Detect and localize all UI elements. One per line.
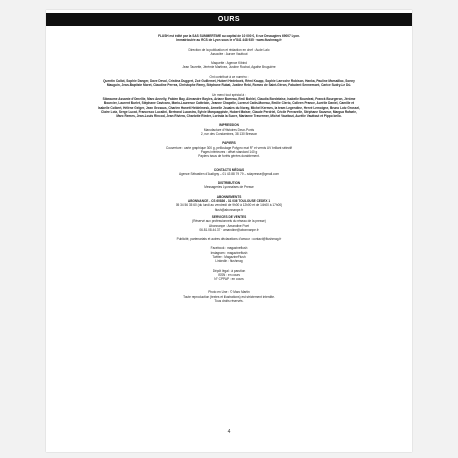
title-bar — [46, 13, 412, 26]
social-instagram: Instagram : magazineflush — [210, 250, 248, 255]
publicite-line: Publicité, partenariats et autres déclarations d'amour : contact@flushmag.fr — [176, 237, 282, 242]
abonnements-heading: ABONNEMENTS — [216, 194, 242, 199]
page-title: OURS — [217, 16, 241, 23]
abonnements-line-2: 05 34 56 35 60 (du lundi au vendredi de 9h00 à 12h00 et de 14h00 à 17h00) — [175, 203, 283, 208]
thanks-heading: Un merci tout spécial à : — [212, 92, 246, 97]
distribution-line-1: Messageries Lyonnaises de Presse — [204, 185, 254, 190]
abonnements-line-1: ABONNANCE - CS 60836 - 31 036 TOULOUSE CEDEX 1 — [187, 199, 271, 204]
impression-line-2: 2, rue des Condamines, 38 130 Bresson — [200, 132, 258, 137]
contacts-line-1: Agence Sébastien d'Audigny – 01 43 88 79 79 – sdapresse@gmail.com — [179, 171, 279, 176]
ventes-line-1: (Réservé aux professionnels du réseau de la presse) — [192, 219, 266, 224]
contributors-heading: Ont contribué à ce numéro : — [209, 74, 249, 79]
ventes-heading: SERVICES DE VENTES — [211, 214, 247, 219]
direction-line-1: Direction de la publication et rédaction en chef : Aude Lalo — [188, 47, 270, 52]
impression-line-1: Manufacture d'Histoires Deux-Ponts — [203, 127, 255, 132]
legal-depot: Dépôt légal : à parution — [212, 268, 246, 273]
credits-reproduction: Toute reproduction (textes et illustrations) est strictement interdite. — [183, 294, 275, 299]
legal-issn: ISSN : en cours — [218, 272, 240, 277]
masthead-content — [98, 34, 360, 303]
ventes-line-2: Abonnanpe : Amandine Poet — [209, 223, 249, 228]
contributors-list: Quentin Callot, Sophie Danger, Dave Deval, Cristina Duggert, Zoé Guillemet, Hubert Hedeboek, Rémi Kaupp, Sophie Larroche Robison, Hanka, Pauline Marsaillac, Sonny Mauguin, Jean-Baptiste Moret, Claudine Perrea, Christophe Remy, Stéphane Rubat, Justine Rebi, Romeo de Saint-Géron, Fabulent Sennemont, Carice Sudry-Le Dû. — [103, 79, 355, 88]
papiers-line-3: Papiers issus de forêts gérées durablement. — [198, 154, 260, 159]
papiers-line-2: Pages intérieures : offset standard 140 g — [200, 149, 258, 154]
social-twitter: Twitter : MagazineFlush — [212, 254, 246, 259]
abonnements-line-3: flush@abonnanpe.fr — [214, 207, 244, 212]
impression-heading: IMPRESSION — [219, 123, 239, 128]
intro-line-2: Immatriculée au RCS de Lyon sous le n°841 448 935 · www.flushmag.fr — [176, 38, 282, 43]
social-facebook: Facebook : magazineflush — [210, 246, 248, 251]
maquette-line-2: Jean Taurette, Jérémie Martinez, Justine Rochat, Agathe Bruguière — [182, 65, 276, 70]
distribution-heading: DISTRIBUTION — [217, 181, 241, 186]
intro-line-1: FLUSH est édité par la SAS SUMMERTIME au capital de 10 000 €, 6 rue Desaugiers 69007 Lyon. — [158, 34, 300, 38]
social-linkedin: LinkedIn : flushmag — [215, 259, 243, 264]
papiers-line-1: Couverture : carte graphique 300 g, pelliculage Polypro mat R° et vernis UV brillant sélectif — [165, 145, 293, 150]
direction-line-2: Associée : Aurore Vauttout — [210, 51, 248, 56]
page-number: 4 — [227, 429, 231, 435]
ventes-line-3: 06.81.08.44.37 · amandine@abonnanpe.fr — [199, 227, 259, 232]
maquette-line-1: Maquette : Agence Kibind — [211, 61, 247, 66]
legal-cppap: N° CPPAP : en cours — [214, 277, 244, 282]
contacts-heading: CONTACTS MÉDIAS — [213, 167, 245, 172]
papiers-heading: PAPIERS — [222, 141, 236, 146]
credits-rights: Tous droits réservés. — [214, 299, 244, 304]
thanks-list: Sibeaume Assante d'Omellie, Marc Annelly, Fabien Bay, Alexandre Boyles, Ariane Barreau, Emil Bohlel, Claudia Bordelaise, Isabelle Bourdeat, Franck Bourgeron, Jérôme Bourcier, Laurent Burlet, Stéphane Cavicaro, Mario-Laurence Catteloin, Jeanne Chapelle, Lorenzi Catin-Moreau, Emilie Clerio, Colleen Prance, Aurélie Daniel, Camille et Isabelle Colbert, Hélène Gelger, Jean Grosaus, Charlen Hanett Heldelmesk, Armelle Jouales du Noray, Michel Kermes, la team Legendine, Hervé Lemoigne, Bruno Lotz Grossel, Claire Lotz, Serge Lucat, Francesco Lucalini, Bertrand Lucastra, Sylvie Marquappiste, Hubert Maiser, Claude Perdriel, Cécile Prevarelle, Stéphane Sauveur, Margua Rafaele, Marc Remes, Jean-Louis Rincod, Jean Riviera, Charlotte Rieder, Lorinda la Sucre, Marianne Travermer, Michel Vauttout, Aurélie Vauttout et Pippo bello. — [98, 96, 360, 119]
credits-photo: Photo en Une : © Marc Martin — [208, 290, 250, 295]
magazine-page — [46, 10, 412, 452]
